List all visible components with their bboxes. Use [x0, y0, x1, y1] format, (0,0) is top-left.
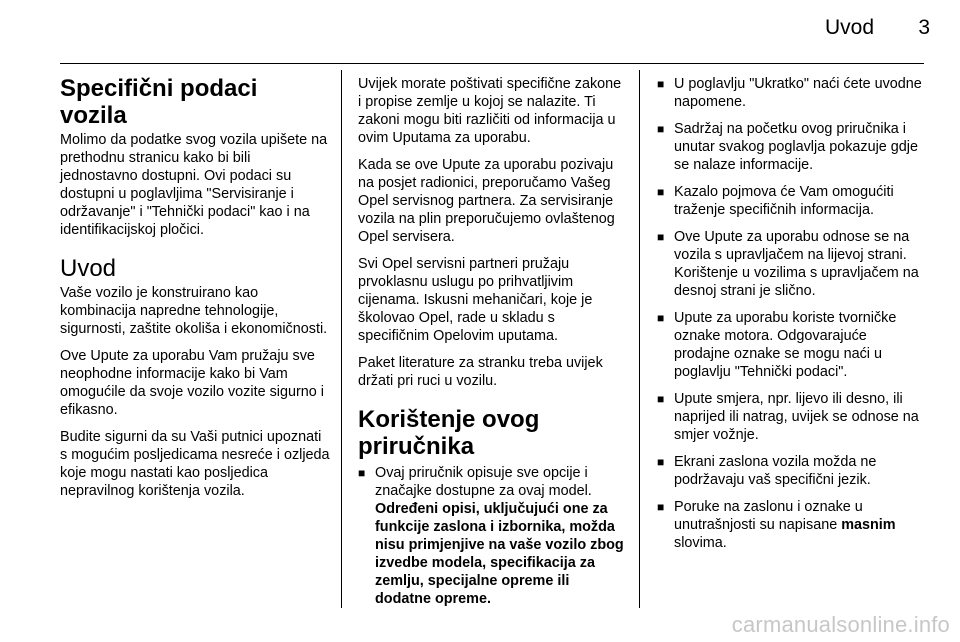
- heading-using-manual: Korištenje ovog priručnika: [358, 406, 540, 460]
- list-item: [657, 183, 923, 219]
- paragraph-intro-2: Ove Upute za uporabu Vam pružaju sve neophodne informacije kako bi Vam omogućile da svoje vozilo vozite sigurno i efikasno.: [60, 348, 324, 418]
- heading-specific-data: Specifični podaci vozila: [60, 75, 258, 129]
- bullet-square-icon: ■: [657, 455, 665, 469]
- list-item-text: Ekrani zaslona vozila možda ne podržavaju vaš specifični jezik.: [674, 454, 877, 488]
- list-item: [657, 390, 923, 444]
- bullet-square-icon: ■: [657, 230, 665, 244]
- list-item-text: Upute za uporabu koriste tvorničke oznake motora. Odgovarajuće prodajne oznake se mogu naći u poglavlju "Tehnički podaci".: [674, 310, 897, 380]
- list-item-text: Ove Upute za uporabu odnose se na vozila s upravljačem na lijevoj strani. Korištenje u vozilima s upravljačem na desnoj strani je slično.: [674, 229, 919, 299]
- list-item: [657, 228, 923, 300]
- list-item-text: Ovaj priručnik opisuje sve opcije i značajke dostupne za ovaj model.: [375, 465, 592, 499]
- heading-introduction: Uvod: [60, 255, 117, 282]
- bullet-square-icon: ■: [657, 392, 665, 406]
- paragraph-laws: Uvijek morate poštivati specifične zakone i propise zemlje u kojoj se nalazite. Ti zakoni mogu biti različiti od informacija u ovim Uputama za uporabu.: [358, 76, 622, 146]
- paragraph-service: Kada se ove Upute za uporabu pozivaju na posjet radionici, preporučamo Vašeg Opel servisnog partnera. Za servisiranje vozila na plin preporučujemo ovlaštenog Opel servisera.: [358, 157, 615, 245]
- list-item-text: Poruke na zaslonu i oznake u unutrašnjosti su napisane: [674, 499, 863, 533]
- list-item-text-end: slovima.: [674, 535, 727, 551]
- list-item: [657, 75, 923, 111]
- list-item-text: Sadržaj na početku ovog priručnika i unutar svakog poglavlja pokazuje gdje se nalaze informacije.: [674, 121, 919, 173]
- list-item: [657, 120, 923, 174]
- column-3: [657, 75, 923, 561]
- column-divider-2: [639, 70, 640, 608]
- running-header-title: Uvod: [824, 16, 874, 39]
- column-1: [60, 75, 330, 509]
- paragraph-intro-3: Budite sigurni da su Vaši putnici upoznati s mogućim posljedicama nesreće i ozljeda koje mogu nastati kao posljedica nepravilnog korištenja vozila.: [60, 429, 330, 499]
- paragraph-specific-data: Molimo da podatke svog vozila upišete na prethodnu stranicu kako bi bili jednostavno dostupni. Ovi podaci su dostupni u poglavljima "Servisiranje i održavanje" i "Tehnički podaci" kao i na identifikacijskoj pločici.: [60, 132, 328, 238]
- bullet-list-using: [358, 464, 628, 608]
- column-divider-1: [341, 70, 342, 608]
- bullet-square-icon: ■: [657, 122, 665, 136]
- watermark: carmanualsonline.info: [731, 612, 950, 637]
- list-item-bold-text: masnim: [841, 517, 896, 533]
- page-number: 3: [918, 16, 930, 39]
- list-item-text: Upute smjera, npr. lijevo ili desno, ili naprijed ili natrag, uvijek se odnose na smjer vožnje.: [674, 391, 919, 443]
- header-rule: [60, 63, 924, 64]
- list-item: [657, 498, 923, 552]
- bullet-square-icon: ■: [358, 466, 366, 480]
- list-item-bold-text: Određeni opisi, uključujući one za funkcije zaslona i izbornika, možda nisu primjenjive na vaše vozilo zbog izvedbe modela, specifikacija za zemlju, specijalne opreme ili dodatne opreme.: [375, 501, 624, 607]
- list-item: [358, 464, 628, 608]
- bullet-square-icon: ■: [657, 77, 665, 91]
- column-2: [358, 75, 628, 617]
- list-item-text: U poglavlju "Ukratko" naći ćete uvodne napomene.: [674, 76, 922, 110]
- paragraph-literature: Paket literature za stranku treba uvijek držati pri ruci u vozilu.: [358, 355, 603, 389]
- paragraph-intro-1: Vaše vozilo je konstruirano kao kombinacija napredne tehnologije, sigurnosti, zaštite okoliša i ekonomičnosti.: [60, 285, 328, 337]
- bullet-square-icon: ■: [657, 500, 665, 514]
- bullet-square-icon: ■: [657, 185, 665, 199]
- list-item: [657, 309, 923, 381]
- bullet-square-icon: ■: [657, 311, 665, 325]
- list-item-text: Kazalo pojmova će Vam omogućiti traženje specifičnih informacija.: [674, 184, 894, 218]
- paragraph-partners: Svi Opel servisni partneri pružaju prvoklasnu uslugu po prihvatljivim cijenama. Iskusni mehaničari, koje je školovao Opel, rade u skladu s specifičnim Opelovim uputama.: [358, 256, 593, 344]
- bullet-list-notes: [657, 75, 923, 552]
- list-item: [657, 453, 923, 489]
